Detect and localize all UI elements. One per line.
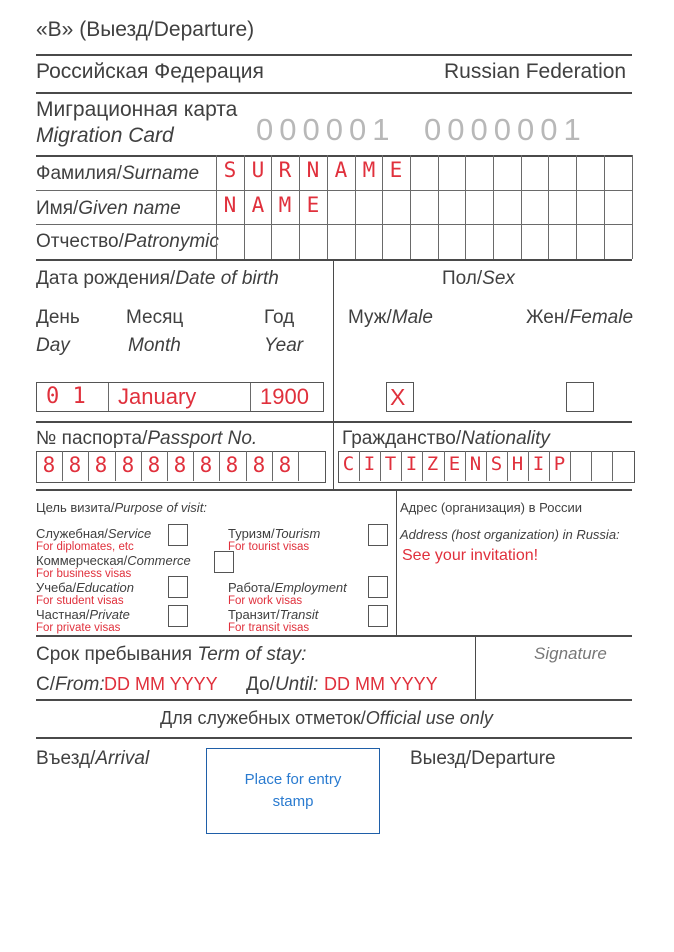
grid-line	[604, 155, 605, 259]
given-name-letter: E	[306, 193, 320, 217]
sex-label: Пол/Sex	[442, 268, 515, 289]
country-ru: Российская Федерация	[36, 60, 264, 83]
day-label-en: Day	[36, 335, 70, 356]
arrival-label: Въезд/Arrival	[36, 748, 150, 769]
divider	[36, 92, 632, 94]
surname-letter: R	[278, 158, 292, 182]
grid-line	[465, 155, 466, 259]
divider	[36, 224, 632, 225]
nationality-letter: I	[405, 453, 418, 475]
departure-label: Выезд/Departure	[410, 748, 556, 769]
purpose-option-private-label: Частная/Private	[36, 607, 130, 622]
surname-letter: N	[306, 158, 320, 182]
female-label: Жен/Female	[526, 307, 634, 328]
surname-letter: E	[389, 158, 403, 182]
passport-digit: 8	[199, 453, 213, 477]
passport-digit: 8	[68, 453, 82, 477]
passport-digit: 8	[173, 453, 187, 477]
passport-digit: 8	[147, 453, 161, 477]
form-part-label: «B» (Выезд/Departure)	[36, 18, 255, 41]
divider	[36, 259, 632, 261]
month-label-ru: Месяц	[126, 307, 184, 328]
country-en: Russian Federation	[444, 60, 627, 83]
birth-day-value: 0 1	[46, 384, 86, 409]
divider	[396, 489, 397, 635]
grid-line	[438, 155, 439, 259]
divider	[36, 155, 632, 157]
purpose-option-hint: For tourist visas	[228, 541, 310, 553]
nationality-letter: Z	[426, 453, 439, 475]
given-name-letter: M	[278, 193, 292, 217]
divider	[250, 383, 251, 411]
purpose-option-hint: For work visas	[228, 595, 303, 607]
surname-letter: A	[334, 158, 348, 182]
nationality-letter: C	[342, 453, 355, 475]
nationality-letter: H	[511, 453, 524, 475]
nationality-letter: E	[448, 453, 461, 475]
purpose-label: Цель визита/Purpose of visit:	[36, 500, 207, 515]
divider	[36, 54, 632, 56]
divider	[36, 635, 632, 637]
address-label-ru: Адрес (организация) в России	[400, 500, 582, 515]
passport-digit: 8	[94, 453, 108, 477]
divider	[36, 699, 632, 701]
passport-digit: 8	[278, 453, 292, 477]
term-label: Срок пребывания Term of stay:	[36, 644, 307, 665]
until-label: До/Until:	[246, 674, 319, 695]
grid-line	[591, 451, 592, 481]
purpose-option-hint: For private visas	[36, 622, 121, 634]
purpose-option-employment-label: Работа/Employment	[228, 580, 347, 595]
grid-line	[298, 451, 299, 481]
card-title-en: Migration Card	[36, 124, 174, 147]
passport-digit: 8	[225, 453, 239, 477]
grid-line	[576, 155, 577, 259]
nationality-letter: N	[469, 453, 482, 475]
birth-date-label: Дата рождения/Date of birth	[36, 268, 279, 289]
given-name-letter: A	[251, 193, 265, 217]
purpose-option-transit-checkbox[interactable]	[368, 605, 388, 627]
purpose-option-commerce-checkbox[interactable]	[214, 551, 234, 573]
nationality-letter: I	[363, 453, 376, 475]
day-label-ru: День	[36, 307, 80, 328]
surname-letter: S	[223, 158, 237, 182]
nationality-letter: I	[532, 453, 545, 475]
nationality-letter: P	[553, 453, 566, 475]
passport-digit: 8	[42, 453, 56, 477]
grid-line	[548, 155, 549, 259]
year-label-ru: Год	[264, 307, 295, 328]
grid-line	[521, 155, 522, 259]
patronymic-label: Отчество/Patronymic	[36, 231, 219, 252]
passport-digit: 8	[252, 453, 266, 477]
grid-line	[410, 155, 411, 259]
purpose-option-employment-checkbox[interactable]	[368, 576, 388, 598]
divider	[36, 737, 632, 739]
given-name-label: Имя/Given name	[36, 198, 181, 219]
entry-stamp-text: Place for entry stamp	[244, 771, 342, 810]
serial-number-1: 000001	[256, 112, 396, 147]
serial-number-2: 0000001	[424, 112, 587, 147]
address-label-en: Address (host organization) in Russia:	[400, 527, 620, 542]
passport-digit: 8	[121, 453, 135, 477]
until-date-value[interactable]: DD MM YYYY	[324, 674, 438, 694]
purpose-option-private-checkbox[interactable]	[168, 605, 188, 627]
nationality-label: Гражданство/Nationality	[342, 428, 550, 449]
male-label: Муж/Male	[348, 307, 433, 328]
purpose-option-service-label: Служебная/Service	[36, 526, 152, 541]
grid-line	[493, 155, 494, 259]
purpose-option-tourism-checkbox[interactable]	[368, 524, 388, 546]
divider	[108, 383, 109, 411]
grid-line	[612, 451, 613, 481]
passport-label: № паспорта/Passport No.	[36, 428, 258, 449]
year-label-en: Year	[264, 335, 304, 356]
nationality-letter: T	[384, 453, 397, 475]
purpose-option-hint: For transit visas	[228, 622, 310, 634]
divider	[36, 421, 632, 423]
birth-year-value: 1900	[260, 384, 309, 409]
given-name-letter: N	[223, 193, 237, 217]
female-checkbox[interactable]	[566, 382, 594, 412]
purpose-option-hint: For business visas	[36, 568, 132, 580]
grid-line	[632, 155, 633, 259]
purpose-option-hint: For diplomates, etc	[36, 541, 134, 553]
purpose-option-education-label: Учеба/Education	[36, 580, 134, 595]
entry-stamp-area	[206, 748, 380, 834]
purpose-option-service-checkbox[interactable]	[168, 524, 188, 546]
divider	[333, 259, 334, 489]
purpose-option-tourism-label: Туризм/Tourism	[228, 526, 321, 541]
purpose-option-hint: For student visas	[36, 595, 124, 607]
official-use-label: Для служебных отметок/Official use only	[160, 708, 493, 728]
purpose-option-commerce-label: Коммерческая/Commerce	[36, 553, 191, 568]
divider	[36, 489, 632, 491]
divider	[475, 635, 476, 699]
from-label: С/From:	[36, 674, 105, 695]
purpose-option-transit-label: Транзит/Transit	[228, 607, 319, 622]
grid-line	[570, 451, 571, 481]
male-check-mark: X	[390, 384, 406, 410]
address-value: See your invitation!	[402, 547, 539, 564]
birth-month-value: January	[118, 384, 197, 409]
card-title-ru: Миграционная карта	[36, 98, 238, 121]
purpose-option-education-checkbox[interactable]	[168, 576, 188, 598]
month-label-en: Month	[128, 335, 181, 356]
signature-label: Signature	[534, 644, 607, 663]
surname-letter: M	[362, 158, 376, 182]
surname-label: Фамилия/Surname	[36, 163, 200, 184]
surname-letter: U	[251, 158, 265, 182]
nationality-letter: S	[490, 453, 503, 475]
divider	[36, 190, 632, 191]
from-date-value[interactable]: DD MM YYYY	[104, 674, 218, 694]
